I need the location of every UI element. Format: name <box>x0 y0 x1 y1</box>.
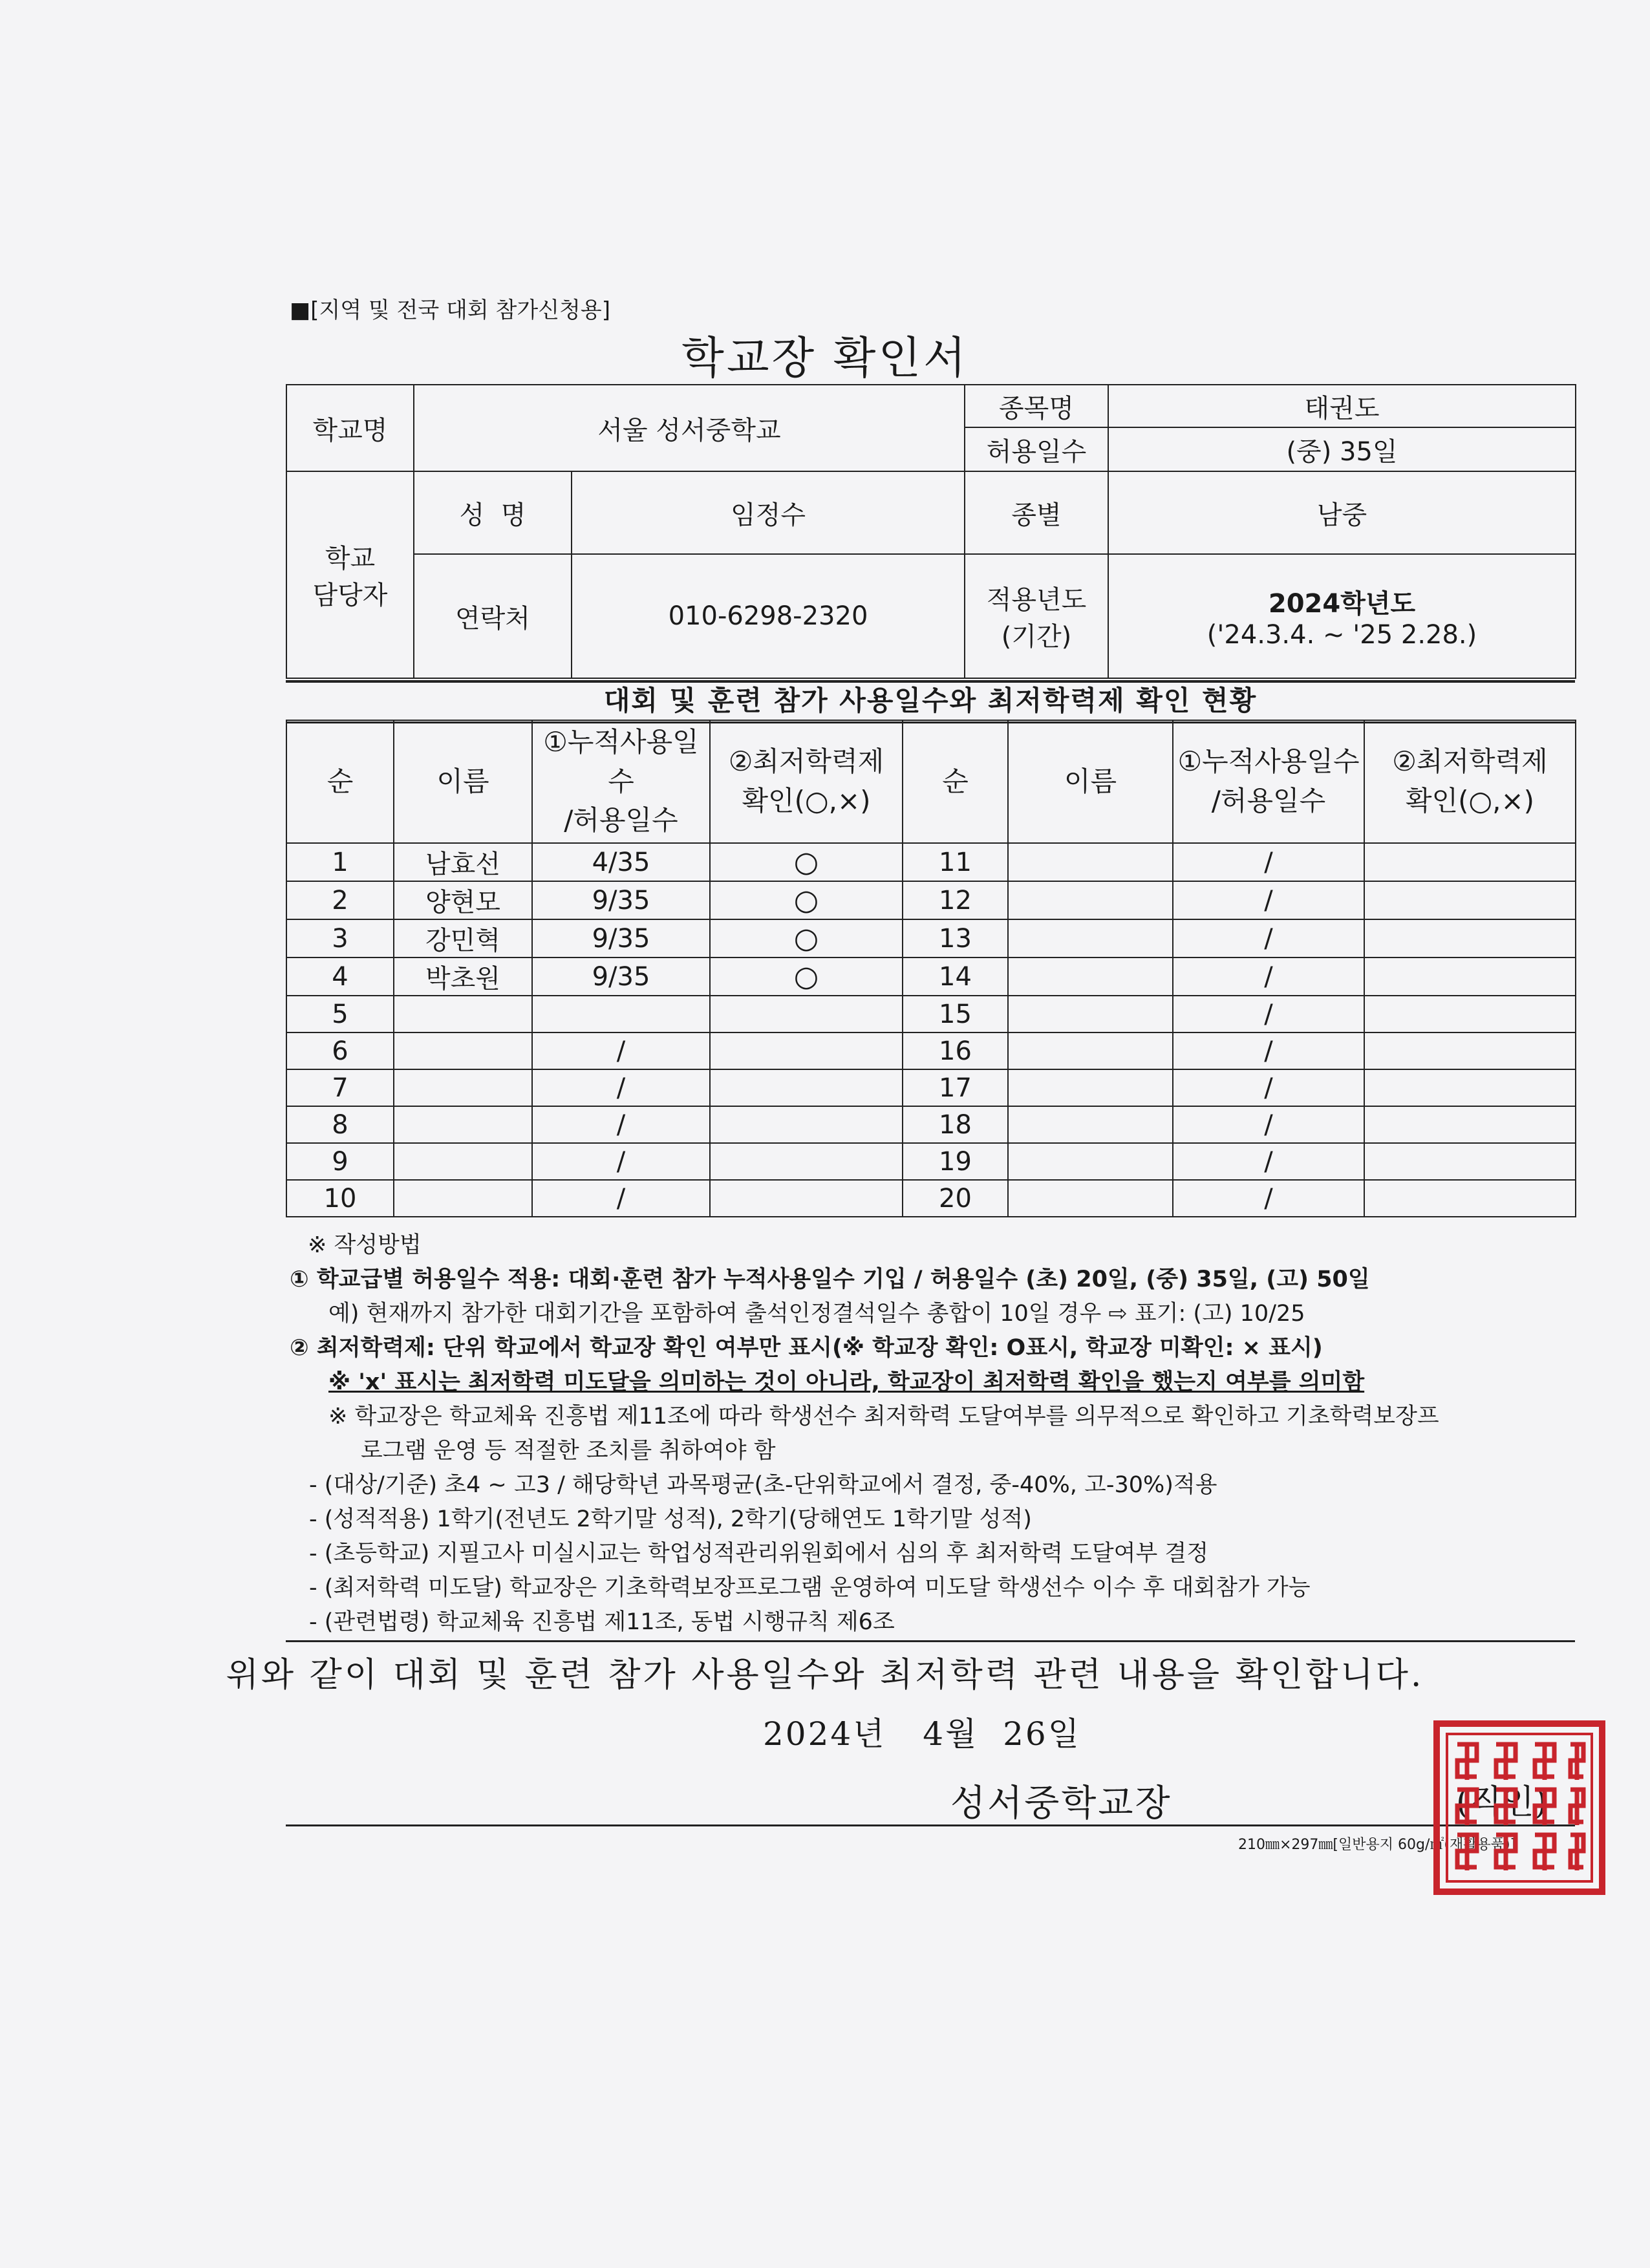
header-check-line1: ②최저학력제 <box>728 745 884 778</box>
cell-seq: 6 <box>286 1032 394 1069</box>
cell-name: 박초원 <box>394 957 532 996</box>
cell-name: 양현모 <box>394 881 532 919</box>
header-days-right <box>1173 720 1364 843</box>
table-row <box>286 1180 1576 1217</box>
seal-glyph-stroke <box>1570 1835 1583 1870</box>
instructions <box>290 1228 1583 1640</box>
name-label: 성 명 <box>414 471 572 554</box>
year-label-line1: 적용년도 <box>986 585 1087 615</box>
header-check-right <box>1364 720 1576 843</box>
cell-seq: 13 <box>903 919 1008 957</box>
year-value <box>1108 554 1576 678</box>
school-label: 학교명 <box>286 385 414 471</box>
seal-glyph-stroke <box>1570 1790 1583 1825</box>
table-row <box>286 919 1576 957</box>
cell-days <box>532 996 710 1032</box>
cell-days: 9/35 <box>532 881 710 919</box>
paper-spec: 210㎜×297㎜[일반용지 60g/㎡(재활용품)] <box>1238 1837 1516 1853</box>
gender-value: 남중 <box>1108 471 1576 554</box>
table-row <box>286 881 1576 919</box>
header-check-line2: 확인(○,×) <box>1405 785 1535 817</box>
page-title: 학교장 확인서 <box>681 333 969 384</box>
cell-days: / <box>1173 843 1364 881</box>
cell-seq: 10 <box>286 1180 394 1217</box>
header-check-line2: 확인(○,×) <box>742 785 871 817</box>
cell-days: / <box>532 1069 710 1106</box>
cell-seq: 14 <box>903 957 1008 996</box>
cell-seq: 15 <box>903 996 1008 1032</box>
cell-days: / <box>532 1180 710 1217</box>
note-dash-4: - (최저학력 미도달) 학교장은 기초학력보장프로그램 운영하여 미도달 학생선수 이수 후 대회참가 가능 <box>309 1575 1311 1601</box>
cell-days: 9/35 <box>532 957 710 996</box>
cell-name <box>1008 843 1173 881</box>
cell-days: / <box>1173 1143 1364 1180</box>
cell-seq: 2 <box>286 881 394 919</box>
note-item-2-note2a: ※ 학교장은 학교체육 진흥법 제11조에 따라 학생선수 최저학력 도달여부를 의무적으로 확인하고 기초학력보장프 <box>328 1404 1439 1429</box>
cell-days: / <box>1173 881 1364 919</box>
header-days-line1: ①누적사용일수 <box>1177 745 1360 778</box>
cell-seq: 17 <box>903 1069 1008 1106</box>
header-days-left <box>532 720 710 843</box>
divider-top <box>286 1640 1575 1642</box>
cell-seq: 18 <box>903 1106 1008 1143</box>
cell-seq: 1 <box>286 843 394 881</box>
cell-name <box>394 1069 532 1106</box>
cell-name <box>1008 1180 1173 1217</box>
note-item-2-note1: ※ 'x' 표시는 최저학력 미도달을 의미하는 것이 아니라, 학교장이 최저학력 확인을 했는지 여부를 의미함 <box>328 1369 1365 1395</box>
cell-name <box>1008 1106 1173 1143</box>
table-row <box>286 1106 1576 1143</box>
section-title: 대회 및 훈련 참가 사용일수와 최저학력제 확인 현황 <box>286 680 1575 723</box>
cell-seq: 7 <box>286 1069 394 1106</box>
cell-check <box>1364 1069 1576 1106</box>
cell-check <box>710 1032 903 1069</box>
cell-check <box>710 1106 903 1143</box>
cell-check <box>1364 919 1576 957</box>
cell-check: ○ <box>710 843 903 881</box>
header-seq-right: 순 <box>903 720 1008 843</box>
seal-glyph-stroke <box>1457 1790 1477 1825</box>
note-item-2: ② 최저학력제: 단위 학교에서 학교장 확인 여부만 표시(※ 학교장 확인: O표시, 학교장 미확인: × 표시) <box>290 1335 1323 1361</box>
cell-check <box>1364 957 1576 996</box>
cell-check <box>710 1143 903 1180</box>
cell-check <box>1364 1032 1576 1069</box>
date-text: 2024년 4월 26일 <box>763 1715 1082 1753</box>
header-check-line1: ②최저학력제 <box>1392 745 1548 778</box>
seal-glyph-stroke <box>1535 1835 1554 1870</box>
status-table <box>286 720 1576 1217</box>
seal-glyph-stroke <box>1535 1790 1554 1825</box>
gender-label: 종별 <box>965 471 1108 554</box>
cell-name: 남효선 <box>394 843 532 881</box>
cell-name <box>394 1180 532 1217</box>
event-value: 태권도 <box>1108 385 1576 427</box>
cell-name <box>1008 957 1173 996</box>
header-days-line2: /허용일수 <box>1211 785 1326 817</box>
header-check-left <box>710 720 903 843</box>
contact-label: 연락처 <box>414 554 572 678</box>
cell-seq: 11 <box>903 843 1008 881</box>
header-days-line2: /허용일수 <box>564 804 678 837</box>
table-row <box>286 957 1576 996</box>
note-item-1: ① 학교급별 허용일수 적용: 대회·훈련 참가 누적사용일수 기입 / 허용일수 (초) 20일, (중) 35일, (고) 50일 <box>290 1267 1370 1292</box>
cell-days: / <box>1173 1032 1364 1069</box>
form-tag: ■[지역 및 전국 대회 참가신청용] <box>290 297 611 323</box>
note-dash-1: - (대상/기준) 초4 ~ 고3 / 해당학년 과목평균(초-단위학교에서 결정, 중-40%, 고-30%)적용 <box>309 1472 1217 1498</box>
cell-name <box>1008 1032 1173 1069</box>
table-row <box>286 996 1576 1032</box>
cell-check: ○ <box>710 881 903 919</box>
year-value-line2: ('24.3.4. ~ '25 2.28.) <box>1206 619 1477 650</box>
cell-check <box>710 1180 903 1217</box>
seal-glyph-stroke <box>1457 1744 1477 1780</box>
cell-days: / <box>1173 1180 1364 1217</box>
cell-name <box>394 1106 532 1143</box>
header-days-line1: ①누적사용일수 <box>543 725 699 797</box>
allowed-label: 허용일수 <box>965 427 1108 471</box>
cell-seq: 16 <box>903 1032 1008 1069</box>
manager-label-line2: 담당자 <box>312 581 388 610</box>
seal-glyph-stroke <box>1496 1835 1516 1870</box>
header-name-left: 이름 <box>394 720 532 843</box>
cell-seq: 4 <box>286 957 394 996</box>
note-dash-2: - (성적적용) 1학기(전년도 2학기말 성적), 2학기(당해연도 1학기말 성적) <box>309 1506 1032 1532</box>
confirm-text: 위와 같이 대회 및 훈련 참가 사용일수와 최저학력 관련 내용을 확인합니다. <box>226 1656 1424 1695</box>
cell-name <box>1008 919 1173 957</box>
cell-name <box>1008 1143 1173 1180</box>
year-value-line1: 2024학년도 <box>1268 588 1416 619</box>
cell-seq: 9 <box>286 1143 394 1180</box>
principal-name: 성서중학교장 <box>950 1782 1172 1824</box>
cell-seq: 19 <box>903 1143 1008 1180</box>
table-row <box>286 1032 1576 1069</box>
cell-seq: 5 <box>286 996 394 1032</box>
school-seal-stamp <box>1431 1718 1607 1897</box>
cell-days: / <box>532 1143 710 1180</box>
cell-check: ○ <box>710 957 903 996</box>
cell-days: / <box>1173 1069 1364 1106</box>
note-dash-5: - (관련법령) 학교체육 진흥법 제11조, 동법 시행규칙 제6조 <box>309 1609 895 1635</box>
header-seq-left: 순 <box>286 720 394 843</box>
school-value: 서울 성서중학교 <box>414 385 965 471</box>
allowed-value: (중) 35일 <box>1108 427 1576 471</box>
cell-check <box>1364 1143 1576 1180</box>
seal-glyphs <box>1457 1744 1583 1870</box>
header-name-right: 이름 <box>1008 720 1173 843</box>
cell-seq: 20 <box>903 1180 1008 1217</box>
table-row <box>286 1069 1576 1106</box>
table-row <box>286 843 1576 881</box>
cell-days: / <box>532 1032 710 1069</box>
note-dash-3: - (초등학교) 지필고사 미실시교는 학업성적관리위원회에서 심의 후 최저학력 도달여부 결정 <box>309 1541 1209 1567</box>
note-item-1-example: 예) 현재까지 참가한 대회기간을 포함하여 출석인정결석일수 총합이 10일 경우 ⇨ 표기: (고) 10/25 <box>328 1301 1305 1327</box>
cell-days: / <box>1173 1106 1364 1143</box>
year-label <box>965 554 1108 678</box>
seal-glyph-stroke <box>1457 1835 1477 1870</box>
cell-check <box>710 996 903 1032</box>
cell-name <box>1008 881 1173 919</box>
cell-days: 4/35 <box>532 843 710 881</box>
manager-label <box>286 471 414 678</box>
cell-check <box>1364 1106 1576 1143</box>
cell-days: / <box>532 1106 710 1143</box>
cell-days: / <box>1173 919 1364 957</box>
divider-bottom <box>286 1824 1575 1826</box>
event-label: 종목명 <box>965 385 1108 427</box>
cell-name <box>1008 1069 1173 1106</box>
info-table <box>286 384 1576 679</box>
seal-glyph-stroke <box>1535 1744 1554 1780</box>
cell-name <box>1008 996 1173 1032</box>
cell-days: / <box>1173 957 1364 996</box>
contact-value: 010-6298-2320 <box>572 554 965 678</box>
notes-heading: ※ 작성방법 <box>308 1232 422 1258</box>
cell-name <box>394 1032 532 1069</box>
name-value: 임정수 <box>572 471 965 554</box>
manager-label-line1: 학교 <box>325 544 376 573</box>
cell-name: 강민혁 <box>394 919 532 957</box>
cell-days: 9/35 <box>532 919 710 957</box>
cell-check <box>1364 881 1576 919</box>
cell-seq: 8 <box>286 1106 394 1143</box>
cell-seq: 3 <box>286 919 394 957</box>
cell-check <box>1364 1180 1576 1217</box>
year-label-line2: (기간) <box>1001 622 1072 652</box>
cell-check <box>1364 843 1576 881</box>
seal-glyph-stroke <box>1496 1790 1516 1825</box>
cell-check <box>710 1069 903 1106</box>
cell-days: / <box>1173 996 1364 1032</box>
seal-glyph-stroke <box>1496 1744 1516 1780</box>
note-item-2-note2b: 로그램 운영 등 적절한 조치를 취하여야 함 <box>361 1438 776 1464</box>
table-row <box>286 1143 1576 1180</box>
cell-name <box>394 996 532 1032</box>
seal-glyph-stroke <box>1570 1744 1583 1780</box>
cell-check <box>1364 996 1576 1032</box>
seal-label: (직인) <box>1456 1783 1548 1822</box>
cell-seq: 12 <box>903 881 1008 919</box>
cell-check: ○ <box>710 919 903 957</box>
cell-name <box>394 1143 532 1180</box>
